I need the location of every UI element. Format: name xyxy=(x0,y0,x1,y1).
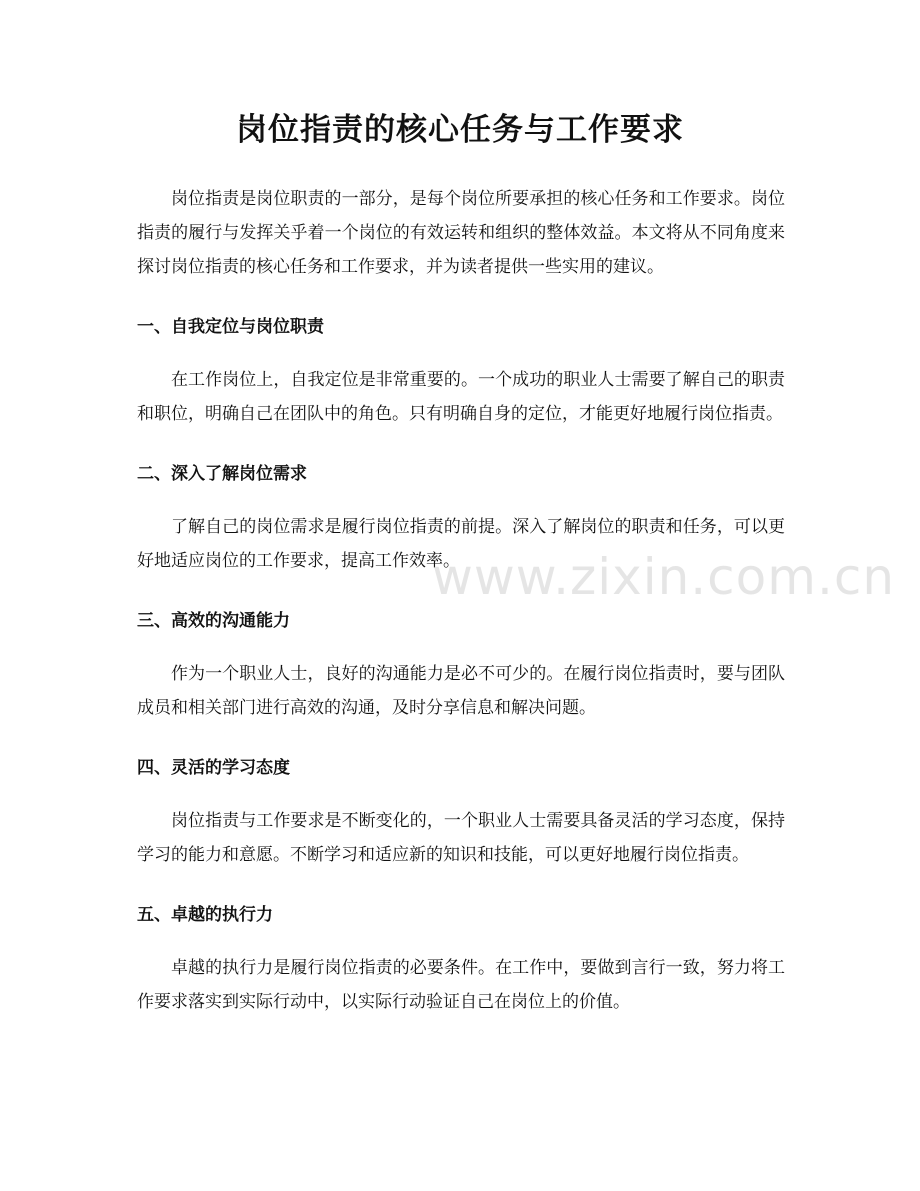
section-heading-2: 二、深入了解岗位需求 xyxy=(137,464,307,484)
section-body-2: 了解自己的岗位需求是履行岗位指责的前提。深入了解岗位的职责和任务，可以更好地适应岗位的工作要求，提高工作效率。 xyxy=(137,517,785,571)
section-heading-1: 一、自我定位与岗位职责 xyxy=(137,317,324,337)
section-body-4: 岗位指责与工作要求是不断变化的，一个职业人士需要具备灵活的学习态度，保持学习的能力和意愿。不断学习和适应新的知识和技能，可以更好地履行岗位指责。 xyxy=(137,811,785,865)
section-heading-3: 三、高效的沟通能力 xyxy=(137,611,290,631)
watermark: www.zixin.com.cn xyxy=(432,548,896,606)
intro-paragraph: 岗位指责是岗位职责的一部分，是每个岗位所要承担的核心任务和工作要求。岗位指责的履行与发挥关乎着一个岗位的有效运转和组织的整体效益。本文将从不同角度来探讨岗位指责的核心任务和工作要求，并为读者提供一些实用的建议。 xyxy=(137,189,785,277)
section-heading-4: 四、灵活的学习态度 xyxy=(137,758,290,778)
section-body-5: 卓越的执行力是履行岗位指责的必要条件。在工作中，要做到言行一致，努力将工作要求落实到实际行动中，以实际行动验证自己在岗位上的价值。 xyxy=(137,958,785,1012)
section-body-1: 在工作岗位上，自我定位是非常重要的。一个成功的职业人士需要了解自己的职责和职位，明确自己在团队中的角色。只有明确自身的定位，才能更好地履行岗位指责。 xyxy=(137,370,785,424)
section-body-3: 作为一个职业人士，良好的沟通能力是必不可少的。在履行岗位指责时，要与团队成员和相关部门进行高效的沟通，及时分享信息和解决问题。 xyxy=(137,664,785,718)
document-title: 岗位指责的核心任务与工作要求 xyxy=(236,112,684,148)
section-heading-5: 五、卓越的执行力 xyxy=(137,905,273,925)
